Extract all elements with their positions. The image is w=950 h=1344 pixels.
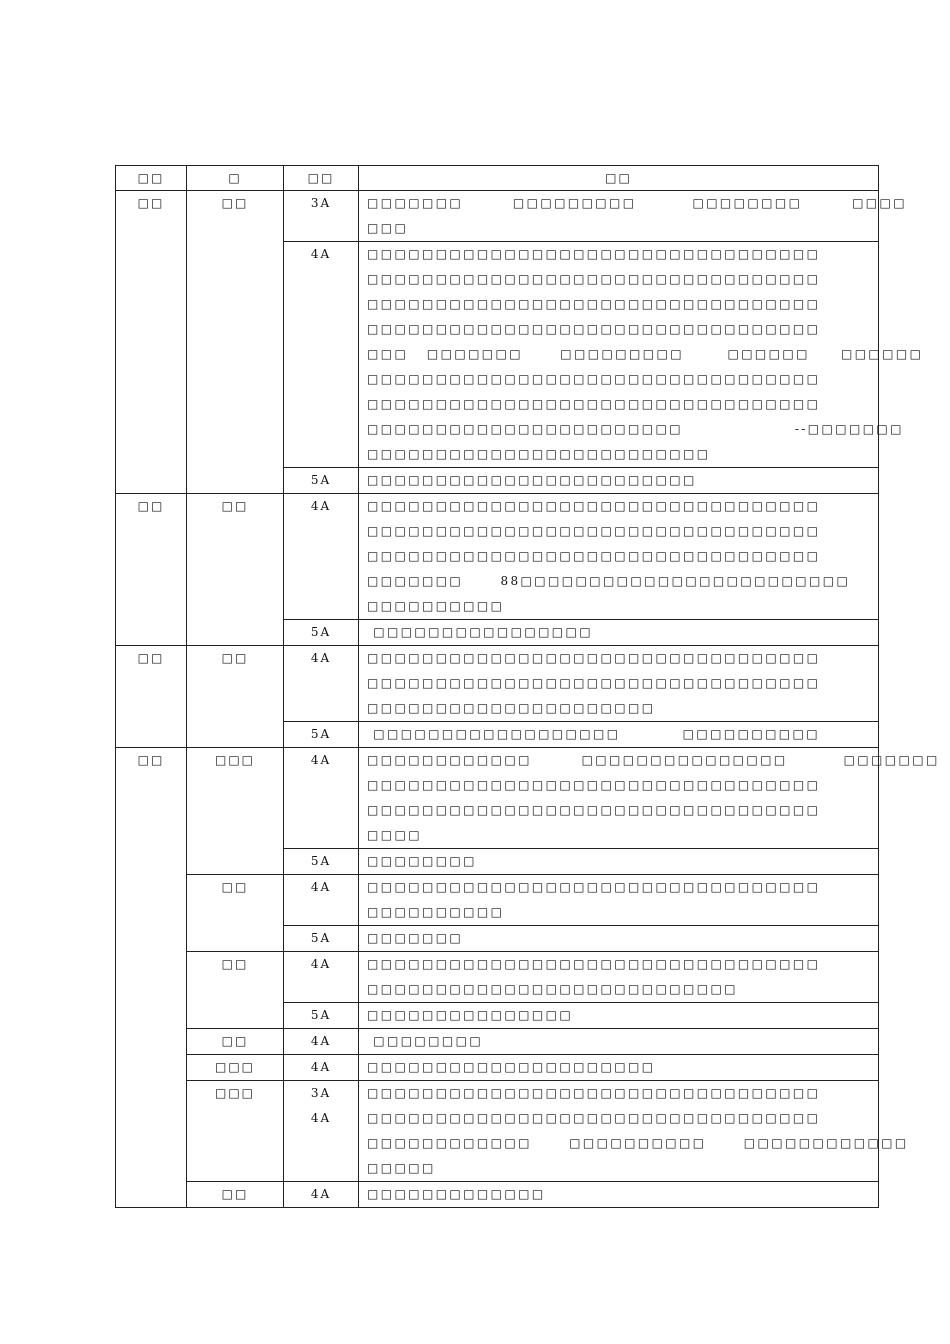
- table-row: [116, 1055, 879, 1081]
- item-label: □□: [221, 1034, 249, 1048]
- header-category: □□: [116, 166, 187, 191]
- category-label: □□: [137, 499, 165, 513]
- content-cell: [359, 1003, 879, 1029]
- item-label: □□□: [214, 1060, 255, 1074]
- content-line: □□□□□□□□□□□□□□□□□□□□□: [367, 701, 656, 715]
- level-label: 4A: [310, 499, 332, 513]
- content-line: □□□□□□□□□□□□□□□□□□□□□□□□□□□□□□□□□: [367, 499, 821, 513]
- table-body: [116, 166, 940, 1208]
- level-label: 4A: [310, 1034, 332, 1048]
- level-cell: [284, 1081, 359, 1182]
- content-line: □□□□□□□□□□□□□□□□□□□□□□□□□□□□□□□□□: [367, 1111, 821, 1125]
- level-label: 5A: [310, 473, 332, 487]
- item-label: □□□: [214, 1086, 255, 1100]
- level-cell: [284, 849, 359, 875]
- level-label: 3A: [310, 196, 332, 210]
- content-line: □□□□□□□ □□□□□□□□□ □□□□□□□□ □□□□: [367, 196, 908, 210]
- content-line: □□□□□□□□□□□□□□□□□□□□□□□□□: [367, 447, 711, 461]
- content-line: □□□□□□□□□□□□□□□□□□□□□□□□□□□□□□□□□: [367, 803, 821, 817]
- level-label: 5A: [310, 854, 332, 868]
- content-line: □□□□□□□: [367, 931, 464, 945]
- level-cell: [284, 494, 359, 620]
- content-cell: [359, 875, 879, 926]
- content-cell: [359, 748, 940, 849]
- item-cell: [187, 748, 284, 875]
- content-cell: [359, 620, 879, 646]
- level-label: 4A: [310, 651, 332, 665]
- level-cell: [284, 1029, 359, 1055]
- item-cell: [187, 191, 284, 494]
- content-line: □□□: [367, 221, 409, 235]
- level-label: 5A: [310, 1008, 332, 1022]
- content-line: □□□□□□□□□□□□□□□□□□ □□□□□□□□□□: [367, 727, 821, 741]
- content-cell: [359, 1055, 879, 1081]
- content-cell: [359, 926, 879, 952]
- content-cell: [359, 191, 908, 242]
- table-row: [116, 952, 879, 1003]
- level-label: 4A: [310, 1187, 332, 1201]
- level-cell: [284, 646, 359, 722]
- item-cell: [187, 952, 284, 1029]
- item-label: □□□: [214, 753, 255, 767]
- content-line: □□□□□□□□□□: [367, 905, 505, 919]
- item-label: □□: [221, 957, 249, 971]
- content-line: □□□□□□□□□□□□□□□: [367, 1008, 574, 1022]
- table-row: [116, 1081, 879, 1182]
- level-cell: [284, 191, 359, 242]
- content-line: □□□□□□□□□□□□□: [367, 1187, 546, 1201]
- level-label: 4A: [310, 753, 332, 767]
- item-cell: [187, 1081, 284, 1182]
- content-line: □□□□□□□□□□□□□□□□□□□□□□□□□□□□□□□□□: [367, 247, 821, 261]
- level-cell: [284, 468, 359, 494]
- item-cell: [187, 1029, 284, 1055]
- content-line: □□□□□□□□□□□□□□□□□□□□□□□□□□□□□□□□□: [367, 880, 821, 894]
- standards-table: [115, 165, 940, 1208]
- level-cell: [284, 722, 359, 748]
- content-line: □□□□□□□□□□□□□□□□□□□□□□□□□□□□□□□□□: [367, 397, 821, 411]
- level-cell: [284, 1003, 359, 1029]
- content-line: □□□□□□□□□□□□□□□□: [367, 625, 594, 639]
- content-line: □□□□□□□□□□□□□□□□□□□□□□□□□□□□□□□□□: [367, 297, 821, 311]
- level-label: 3A 4A: [310, 1086, 332, 1125]
- item-cell: [187, 1055, 284, 1081]
- table-row: [116, 646, 879, 722]
- content-line: □□□□□□□□□□□□□□□□□□□□□□□ --□□□□□□□: [367, 422, 904, 436]
- item-label: □□: [221, 880, 249, 894]
- level-cell: [284, 242, 359, 468]
- content-line: □□□□□□□□□□□□ □□□□□□□□□□ □□□□□□□□□□□□: [367, 1136, 909, 1150]
- content-line: □□□□□□□□: [367, 1034, 484, 1048]
- table-row: [116, 1182, 879, 1208]
- category-cell: [116, 494, 187, 646]
- level-label: 4A: [310, 957, 332, 971]
- content-line: □□□□□□□□□□□□□□□□□□□□□□□□□□□□□□□□□: [367, 272, 821, 286]
- header-level: □□: [284, 166, 359, 191]
- content-line: □□□□□□□□□□□□□□□□□□□□□: [367, 1060, 656, 1074]
- item-label: □□: [221, 1187, 249, 1201]
- content-cell: [359, 849, 879, 875]
- category-cell: [116, 646, 187, 748]
- content-line: □□□□□□□□□□□□□□□□□□□□□□□□□□□□□□□□□: [367, 676, 821, 690]
- item-label: □□: [221, 651, 249, 665]
- content-line: □□□□□□□□□□□□□□□□□□□□□□□□□□□□□□□□□: [367, 372, 821, 386]
- item-cell: [187, 646, 284, 748]
- level-label: 4A: [310, 880, 332, 894]
- level-label: 4A: [310, 247, 332, 261]
- content-line: □□□□□□□□□□□□ □□□□□□□□□□□□□□□ □□□□□□□: [367, 753, 940, 767]
- table-row: [116, 191, 879, 242]
- content-line: □□□□□□□□□□□□□□□□□□□□□□□□□□□□□□□□□: [367, 651, 821, 665]
- item-cell: [187, 875, 284, 952]
- table-row: [116, 875, 879, 926]
- level-label: 5A: [310, 625, 332, 639]
- category-cell: [116, 191, 187, 494]
- content-line: □□□□□□□□□□□□□□□□□□□□□□□□□□□□□□□□□: [367, 957, 821, 971]
- content-cell: [359, 1182, 879, 1208]
- content-line: □□□□□: [367, 1161, 436, 1175]
- content-line: □□□□□□□□□□: [367, 599, 505, 613]
- content-line: □□□□□□□□□□□□□□□□□□□□□□□□□□□□□□□□□: [367, 524, 821, 538]
- level-label: 5A: [310, 727, 332, 741]
- category-label: □□: [137, 196, 165, 210]
- item-label: □□: [221, 196, 249, 210]
- level-cell: [284, 748, 359, 849]
- level-label: 4A: [310, 1060, 332, 1074]
- content-cell: [359, 1081, 909, 1182]
- content-line: □□□ □□□□□□□ □□□□□□□□□ □□□□□□ □□□□□□: [367, 347, 924, 361]
- content-cell: [359, 242, 924, 468]
- content-cell: [359, 722, 879, 748]
- table-row: [116, 494, 879, 620]
- content-cell: [359, 468, 879, 494]
- level-cell: [284, 926, 359, 952]
- category-cell: [116, 748, 187, 1208]
- content-line: □□□□□□□ 88□□□□□□□□□□□□□□□□□□□□□□□□: [367, 574, 851, 588]
- item-label: □□: [221, 499, 249, 513]
- header-row: [116, 166, 879, 191]
- content-line: □□□□□□□□□□□□□□□□□□□□□□□□□□□□□□□□□: [367, 322, 821, 336]
- content-line: □□□□□□□□□□□□□□□□□□□□□□□□□□□□□□□□□: [367, 549, 821, 563]
- level-cell: [284, 952, 359, 1003]
- level-cell: [284, 1055, 359, 1081]
- content-cell: [359, 1029, 879, 1055]
- content-cell: [359, 646, 879, 722]
- content-line: □□□□□□□□□□□□□□□□□□□□□□□□□□□□□□□□□: [367, 1086, 821, 1100]
- header-content: □□: [359, 166, 879, 191]
- table-row: [116, 748, 879, 849]
- content-line: □□□□: [367, 828, 422, 842]
- content-line: □□□□□□□□: [367, 854, 477, 868]
- item-cell: [187, 1182, 284, 1208]
- content-line: □□□□□□□□□□□□□□□□□□□□□□□□□□□: [367, 982, 738, 996]
- content-line: □□□□□□□□□□□□□□□□□□□□□□□□□□□□□□□□□: [367, 778, 821, 792]
- category-label: □□: [137, 651, 165, 665]
- content-cell: [359, 952, 879, 1003]
- table-row: [116, 1029, 879, 1055]
- category-label: □□: [137, 753, 165, 767]
- level-cell: [284, 620, 359, 646]
- item-cell: [187, 494, 284, 646]
- header-item: □: [187, 166, 284, 191]
- level-label: 5A: [310, 931, 332, 945]
- content-cell: [359, 494, 879, 620]
- level-cell: [284, 875, 359, 926]
- content-line: □□□□□□□□□□□□□□□□□□□□□□□□: [367, 473, 697, 487]
- level-cell: [284, 1182, 359, 1208]
